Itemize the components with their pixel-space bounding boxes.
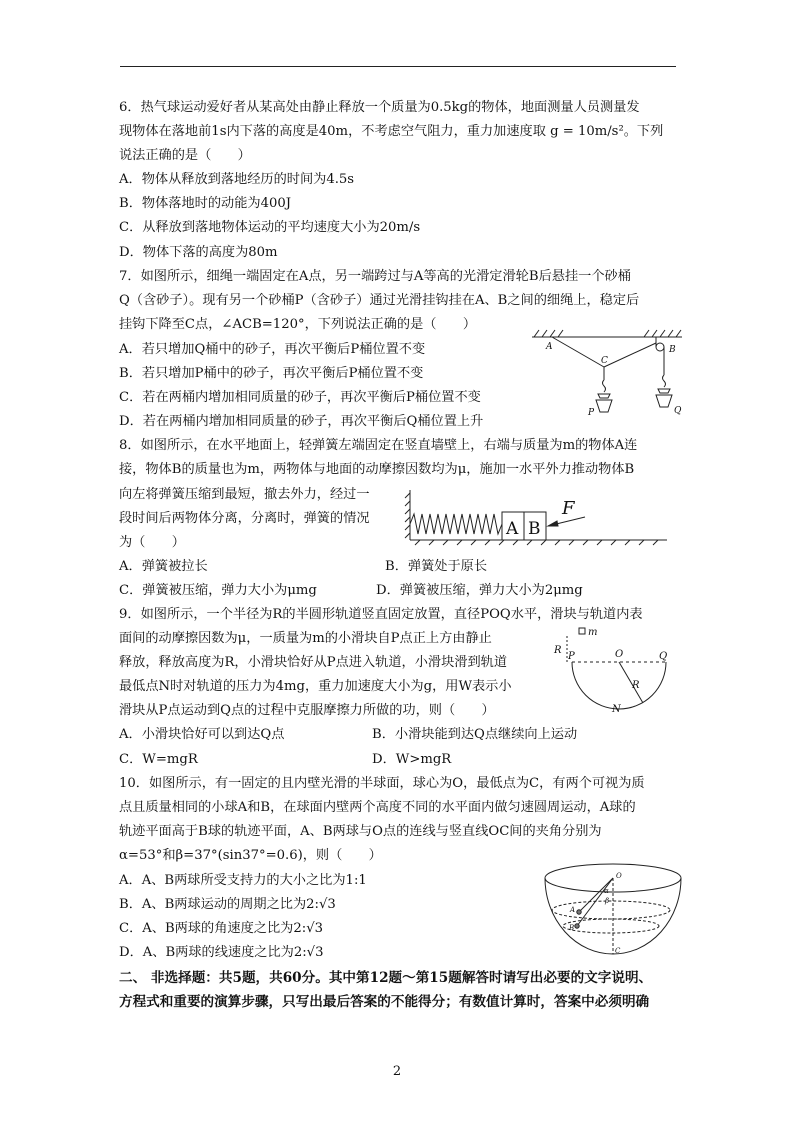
q10-line-4: α=53°和β=37°(sin37°=0.6)，则（ ）	[119, 848, 382, 863]
q7-line-3: 挂钩下降至C点，∠ACB=120°，下列说法正确的是（ ）	[119, 317, 477, 332]
q7-figure	[532, 330, 682, 422]
q7-option-a: A．若只增加Q桶中的砂子，再次平衡后P桶位置不变	[119, 342, 426, 357]
q10-label-b: B	[569, 924, 575, 932]
q7-line-1: 7．如图所示，细绳一端固定在A点，另一端跨过与A等高的光滑定滑轮B后悬挂一个砂桶	[119, 269, 631, 284]
q9-line-2: 面间的动摩擦因数为μ，一质量为m的小滑块自P点正上方由静止	[119, 631, 492, 646]
q7-option-d: D．若在两桶内增加相同质量的砂子，再次平衡后Q桶位置上升	[119, 414, 484, 429]
q7-label-c: C	[601, 356, 608, 366]
header-rule	[120, 66, 676, 67]
q9-line-1: 9．如图所示，一个半径为R的半圆形轨道竖直固定放置，直径POQ水平，滑块与轨道内表	[119, 607, 643, 622]
q9-line-3: 释放，释放高度为R，小滑块恰好从P点进入轨道，小滑块滑到轨道	[119, 655, 508, 670]
q7-label-a: A	[546, 342, 553, 352]
q9-label-m: m	[588, 627, 598, 638]
q9-label-q: Q	[659, 651, 668, 662]
q8-figure	[405, 490, 671, 546]
q8-option-b: B．弹簧处于原长	[385, 559, 488, 574]
q8-option-d: D．弹簧被压缩，弹力大小为2μmg	[376, 583, 583, 598]
q10-line-2: 点且质量相同的小球A和B，在球面内壁两个高度不同的水平面内做匀速圆周运动，A球的	[119, 800, 636, 815]
q8-label-a: A	[506, 519, 519, 539]
q9-line-5: 滑块从P点运动到Q点的过程中克服摩擦力所做的功，则（ ）	[119, 703, 495, 718]
q10-option-d: D．A、B两球的线速度之比为2:√3	[119, 945, 324, 960]
q6-line-2: 现物体在落地前1s内下落的高度是40m，不考虑空气阻力，重力加速度取 g = 10m/s²。下列	[119, 124, 664, 139]
q10-option-a: A．A、B两球所受支持力的大小之比为1:1	[119, 873, 367, 888]
q9-label-r2: R	[632, 680, 640, 691]
q10-option-c: C．A、B两球的角速度之比为2:√3	[119, 921, 323, 936]
q10-line-1: 10．如图所示，有一固定的且内壁光滑的半球面，球心为O，最低点为C，有两个可视为质	[119, 776, 645, 791]
page-number: 2	[392, 1064, 402, 1079]
q6-line-1: 6．热气球运动爱好者从某高处由静止释放一个质量为0.5kg的物体，地面测量人员测量发	[119, 100, 640, 115]
q9-label-n: N	[612, 704, 621, 715]
q8-line-4: 段时间后两物体分离，分离时，弹簧的情况	[119, 511, 370, 526]
q9-label-o: O	[615, 649, 624, 660]
q9-option-d: D．W>mgR	[372, 752, 452, 767]
section-2-heading-line-2: 方程式和重要的演算步骤，只写出最后答案的不能得分；有数值计算时，答案中必须明确	[119, 994, 650, 1010]
q8-line-5: 为（ ）	[119, 535, 185, 550]
q9-option-b: B．小滑块能到达Q点继续向上运动	[372, 727, 578, 742]
q7-option-c: C．若在两桶内增加相同质量的砂子，再次平衡后P桶位置不变	[119, 390, 481, 405]
q9-option-a: A．小滑块恰好可以到达Q点	[119, 727, 285, 742]
section-2-heading-line-1: 二、 非选择题：共5题，共60分。其中第12题～第15题解答时请写出必要的文字说明、	[119, 970, 653, 986]
q10-label-beta: β	[605, 897, 610, 905]
q8-label-f: F	[562, 498, 575, 519]
q6-option-a: A．物体从释放到落地经历的时间为4.5s	[119, 172, 355, 187]
q10-figure	[541, 860, 683, 957]
q7-label-p: P	[588, 408, 595, 418]
q10-label-c: C	[615, 947, 621, 955]
q6-line-3: 说法正确的是（ ）	[119, 148, 251, 163]
q10-option-b: B．A、B两球运动的周期之比为2:√3	[119, 897, 336, 912]
q6-option-d: D．物体下落的高度为80m	[119, 245, 278, 260]
q8-line-2: 接，物体B的质量也为m，两物体与地面的动摩擦因数均为μ，施加一水平外力推动物体B	[119, 462, 635, 477]
q10-label-alpha: α	[604, 887, 609, 895]
q8-option-c: C．弹簧被压缩，弹力大小为μmg	[119, 583, 317, 598]
q9-figure	[553, 626, 678, 719]
q8-label-b: B	[528, 519, 541, 539]
q8-option-a: A．弹簧被拉长	[119, 559, 208, 574]
q10-label-o: O	[616, 872, 622, 880]
q8-line-3: 向左将弹簧压缩到最短，撤去外力，经过一	[119, 487, 370, 502]
q10-label-a: A	[570, 906, 576, 914]
q8-line-1: 8．如图所示，在水平地面上，轻弹簧左端固定在竖直墙壁上，右端与质量为m的物体A连	[119, 438, 638, 453]
q6-option-b: B．物体落地时的动能为400J	[119, 196, 292, 211]
q9-option-c: C．W=mgR	[119, 752, 198, 767]
q7-label-q: Q	[674, 406, 682, 416]
q9-label-p: P	[568, 651, 575, 662]
q7-line-2: Q（含砂子）。现有另一个砂桶P（含砂子）通过光滑挂钩挂在A、B之间的细绳上，稳定后	[119, 293, 640, 308]
q9-line-4: 最低点N时对轨道的压力为4mg，重力加速度大小为g，用W表示小	[119, 679, 512, 694]
q7-option-b: B．若只增加P桶中的砂子，再次平衡后P桶位置不变	[119, 366, 424, 381]
q10-line-3: 轨迹平面高于B球的轨迹平面，A、B两球与O点的连线与竖直线OC间的夹角分别为	[119, 824, 602, 839]
q7-label-b: B	[669, 345, 676, 355]
q9-label-r1: R	[554, 645, 562, 656]
q6-option-c: C．从释放到落地物体运动的平均速度大小为20m/s	[119, 220, 421, 235]
